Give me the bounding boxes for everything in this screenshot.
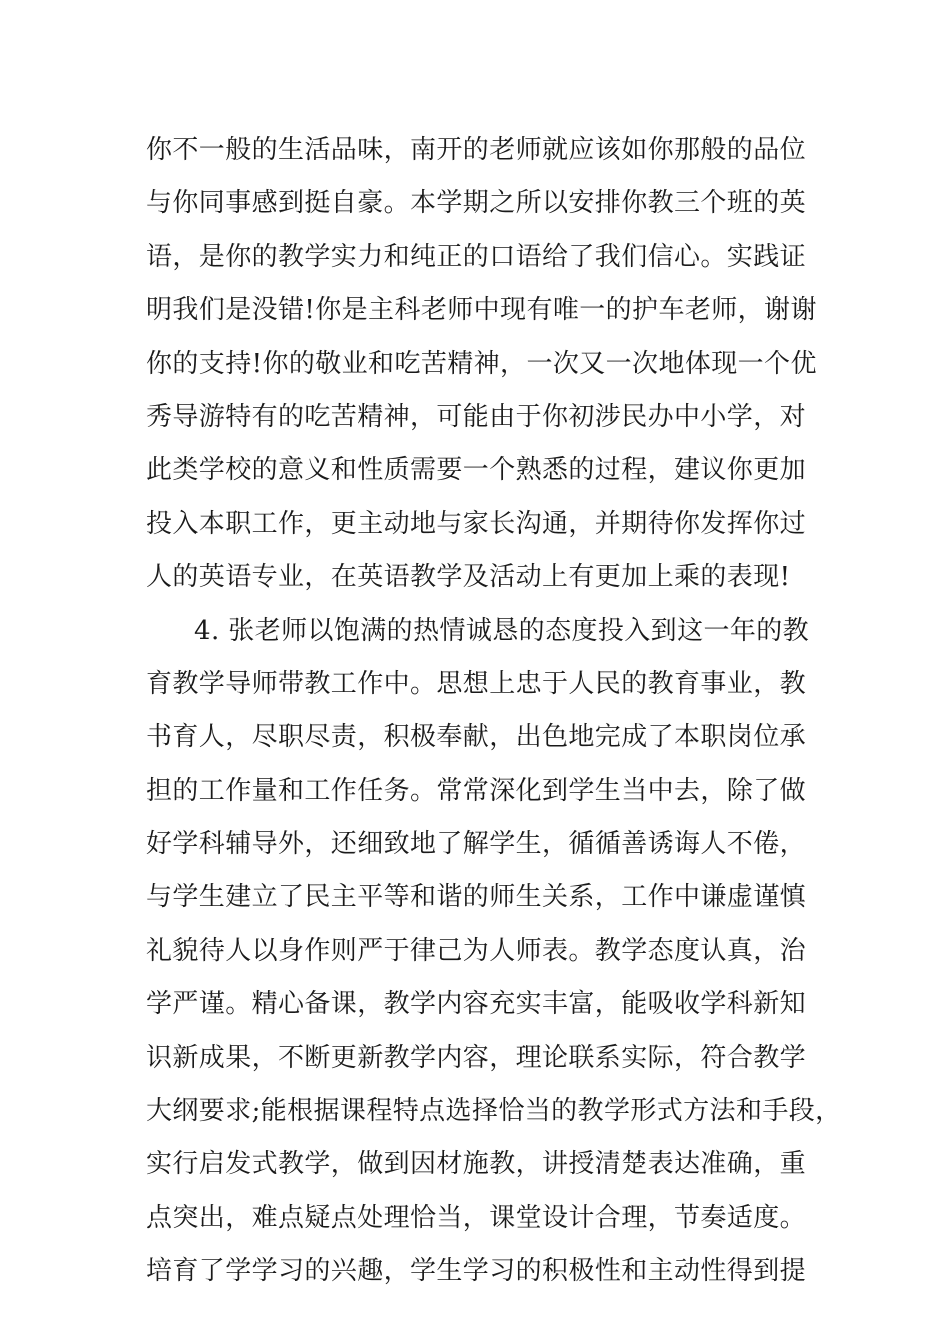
text-line: 人的英语专业，在英语教学及活动上有更加上乘的表现! [146, 562, 791, 593]
paragraph-start-line: 4. 张老师以饱满的热情诚恳的态度投入到这一年的教 [194, 615, 810, 646]
text-line: 与学生建立了民主平等和谐的师生关系，工作中谦虚谨慎 [146, 882, 807, 913]
document-body [146, 124, 842, 1299]
text-line: 识新成果，不断更新教学内容，理论联系实际，符合教学 [146, 1042, 807, 1073]
text-line: 秀导游特有的吃苦精神，可能由于你初涉民办中小学，对 [146, 401, 807, 432]
text-line: 你的支持!你的敬业和吃苦精神，一次又一次地体现一个优 [146, 348, 817, 379]
text-line: 你不一般的生活品味，南开的老师就应该如你那般的品位 [146, 135, 807, 165]
text-line: 大纲要求;能根据课程特点选择恰当的教学形式方法和手段， [146, 1096, 842, 1127]
text-line: 育教学导师带教工作中。思想上忠于人民的教育事业，教 [146, 668, 807, 699]
text-line: 担的工作量和工作任务。常常深化到学生当中去，除了做 [146, 775, 807, 806]
text-line: 实行启发式教学，做到因材施教，讲授清楚表达准确，重 [146, 1149, 807, 1180]
text-line: 与你同事感到挺自豪。本学期之所以安排你教三个班的英 [146, 188, 807, 219]
text-line: 点突出，难点疑点处理恰当，课堂设计合理，节奏适度。 [146, 1202, 807, 1233]
text-line: 语，是你的教学实力和纯正的口语给了我们信心。实践证 [146, 241, 807, 272]
text-line: 明我们是没错!你是主科老师中现有唯一的护车老师，谢谢 [146, 295, 817, 326]
text-line: 投入本职工作，更主动地与家长沟通，并期待你发挥你过 [146, 508, 807, 539]
text-line: 好学科辅导外，还细致地了解学生，循循善诱诲人不倦， [146, 829, 807, 860]
text-line: 此类学校的意义和性质需要一个熟悉的过程，建议你更加 [146, 455, 807, 486]
text-line: 学严谨。精心备课，教学内容充实丰富，能吸收学科新知 [146, 989, 807, 1020]
text-line: 培育了学学习的兴趣，学生学习的积极性和主动性得到提 [146, 1256, 807, 1287]
text-line: 书育人，尽职尽责，积极奉献，出色地完成了本职岗位承 [146, 722, 807, 753]
text-line: 礼貌待人以身作则严于律己为人师表。教学态度认真，治 [146, 935, 807, 966]
